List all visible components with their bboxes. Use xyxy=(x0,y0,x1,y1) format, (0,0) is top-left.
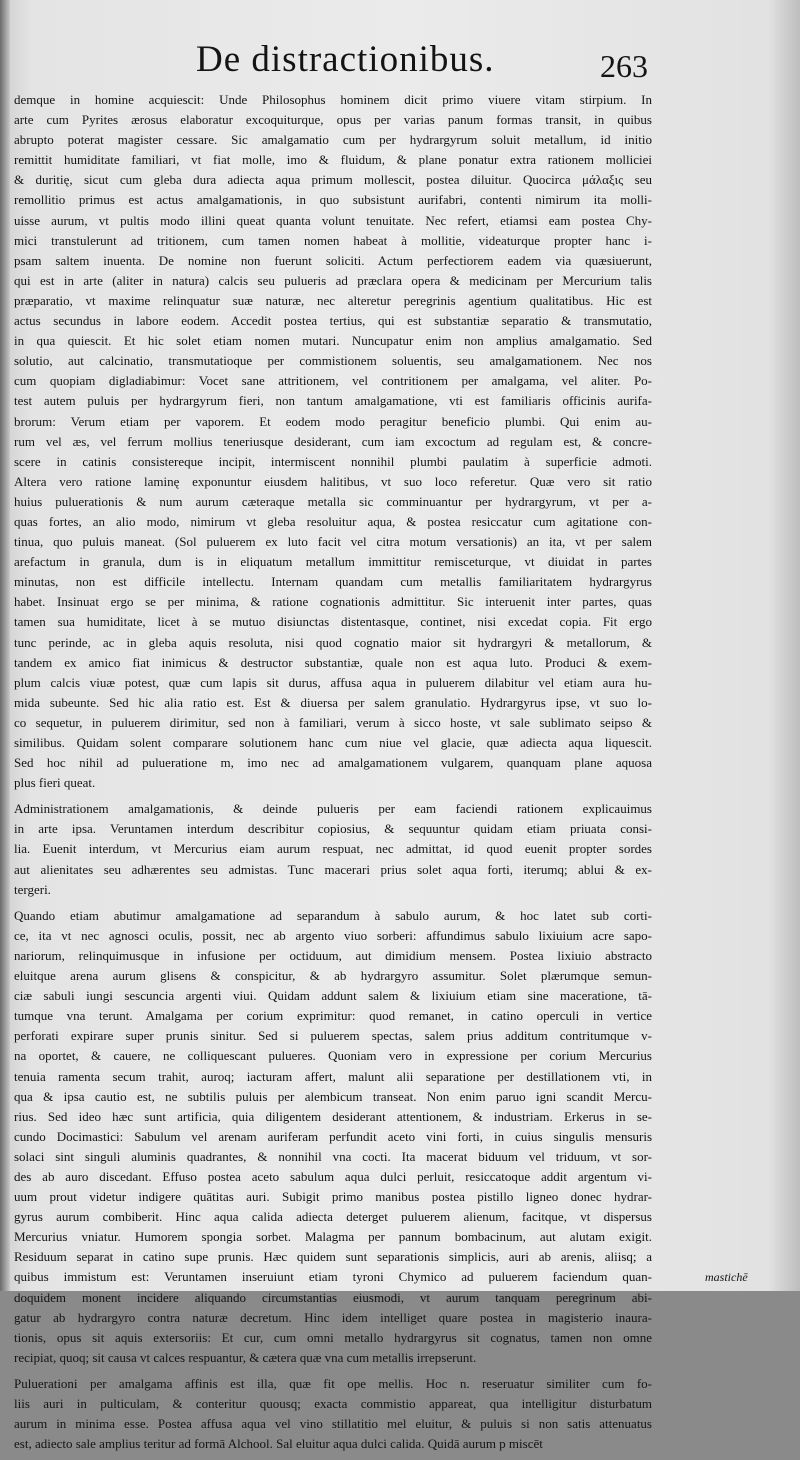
text-line: tionis, opus sit aquis extersoriis: Et cur, cum omni metallo hydrargyrus sit cognatus, tamen non omne xyxy=(14,1329,652,1345)
paragraph xyxy=(14,799,652,899)
page-header xyxy=(0,38,800,90)
text-line: similibus. Quidam solent comparare solutionem hanc cum niue vel glacie, quæ adiecta aqua liquescit. xyxy=(14,735,652,750)
text-line: demque in homine acquiescit: Unde Philosophus hominem dicit primo viuere vitam stirpium. In xyxy=(14,92,652,107)
text-line: arte cum Pyrites ærosus elaboratur excoquiturque, opus per varias panum formas transit, in quibus xyxy=(14,112,652,128)
text-line: tamen sua humiditate, licet à se mutuo disiunctas distentasque, continet, nisi excedat copia. Fit ergo xyxy=(14,614,652,630)
text-line: rius. Sed ideo hæc sunt artificia, quia diligentem desiderant attentionem, & industriam. Erkerus in se- xyxy=(14,1108,652,1124)
text-line: recipiat, quoq; sit causa vt calces respuantur, & cætera quæ vna cum metallis irrepserunt. xyxy=(14,1349,477,1365)
text-line: tinua, quo puluis maneat. (Sol puluerem ex luto facit vel citra motum versationis) an ita, vt per salem xyxy=(14,534,652,550)
text-line: præparatio, vt maxime relinquatur suæ naturæ, nec alteretur peregrinis agentium qualitatibus. Hic est xyxy=(14,292,652,308)
text-line: ce, ita vt nec agnosci oculis, possit, nec ab argento viuo sorberi: affundimus sabulo lixiuium acre sapo- xyxy=(14,927,652,943)
text-line: est, adiecto sale amplius teritur ad formā Alchool. Sal eluitur aqua dulci calida. Quidā aurum p miscēt xyxy=(14,1436,543,1452)
text-line: remittit humiditate familiari, vt fiat molle, imo & fluidum, & plane ponatur extra rationem molliciei xyxy=(14,152,652,168)
text-line: lia. Euenit interdum, vt Mercurius eiam aurum respuat, nec admittat, id quod euenit propter sordes xyxy=(14,841,652,857)
text-line: Sed hoc nihil ad pulueratione m, imo nec ad amalgamationem vulgarem, quanquam plane aquosa xyxy=(14,755,652,771)
text-line: Altera vero ratione laminę exponuntur eiusdem halitibus, vt suo loco referetur. Quæ vero sit ratio xyxy=(14,473,652,489)
text-line: mida subeunte. Sed hic alia ratio est. Est & diuersa per salem granulatio. Hydrargyrus ipse, vt suo lo- xyxy=(14,694,652,710)
text-line: qui est in arte (aliter in natura) calcis seu pulueris ad præclara opera & medicinam per Mercurium talis xyxy=(14,272,652,288)
catchword: mastichē xyxy=(705,1270,748,1284)
text-line: nariorum, relinquimusque in infusione per octiduum, aut dimidium mensem. Postea lixiuio abstracto xyxy=(14,947,652,963)
text-line: eluitque arena aurum glisens & conspicitur, & ab hydrargyro assumitur. Solet plærumque semun- xyxy=(14,968,652,984)
text-line: co sequetur, in puluerem dirimitur, sed non à familiari, verum à sicco hoste, vt sale sublimato seipso & xyxy=(14,714,652,730)
text-line: brorum: Verum etiam per vaporem. Et eodem modo peragitur beneficio plumbi. Qui enim au- xyxy=(14,413,652,429)
text-line: na oportet, & cauere, ne colliquescant pulueres. Quoniam vero in expressione per corium Mercurius xyxy=(14,1048,652,1064)
text-line: cundo Docimastici: Sabulum vel arenam auriferam perfundit aceto vini forti, in cuius singulis mensuris xyxy=(14,1128,652,1144)
page-gutter-shadow xyxy=(0,0,10,1291)
text-line: qua & ipsa cautio est, ne subtilis puluis per alembicum transeat. Non enim paruo igni scandit Mercu- xyxy=(14,1088,652,1104)
running-title: De distractionibus. xyxy=(196,39,495,80)
text-line: in arte ipsa. Veruntamen interdum describitur copiosius, & sequuntur quidam etiam priuata consi- xyxy=(14,821,652,837)
text-line: quas fortes, an alio modo, nimirum vt gleba resoluitur aqua, & postea resiccatur cum agitatione con- xyxy=(14,513,652,529)
text-line: liis auri in pulticulam, & conteritur quousq; exacta commistio appareat, qua intelligitur disturbatum xyxy=(14,1396,652,1411)
text-line: test autem puluis per hydrargyrum fieri, non tantum amalgamatione, vti est familiaris officinis aurifa- xyxy=(14,393,652,409)
text-line: habet. Insinuat ergo se per minima, & ratione cognationis admittitur. Sic interuenit inter partes, quas xyxy=(14,594,652,610)
text-line: cum quopiam digladiabimur: Vocet sane attritionem, vel contritionem per amalgama, vel aliter. Po- xyxy=(14,373,652,389)
paragraph xyxy=(14,90,652,793)
text-line: gyrus aurum combiberit. Hinc aqua calida adiecta deterget puluerem alienum, facitque, vt dispersus xyxy=(14,1209,652,1225)
text-line: plum calcis viuæ potest, quæ cum lapis sit durus, affusa aqua in puluerem dilabitur vel etiam aura hu- xyxy=(14,674,652,690)
text-line: solaci sint singuli aluminis quadrantes, & nonnihil vna cocti. Ita macerat biduum vel triduum, vt sor- xyxy=(14,1148,652,1164)
text-line: Puluerationi per amalgama affinis est illa, quæ fit ope mellis. Hoc n. reseruatur similiter cum fo- xyxy=(14,1375,652,1391)
text-line: Mercurius vniatur. Humorem spongia sorbet. Malagma per pannum bombacinum, aut alutam exigit. xyxy=(14,1229,652,1245)
text-line: uisse aurum, vt pultis modo illini queat quanta volunt tenuitate. Nec refert, etiamsi eam postea Chy- xyxy=(14,212,652,228)
text-line: tandem ex amico fiat inimicus & destructor substantiæ, quale non est aqua luto. Produci & exem- xyxy=(14,654,652,670)
text-line: actus secundus in labore eodem. Accedit postea tertius, qui est substantiæ separatio & transmutatio, xyxy=(14,313,652,329)
text-line: remollitio primus est actus amalgamationis, in quo subsistunt aurifabri, contenti nimirum ita molli- xyxy=(14,192,652,208)
paragraph xyxy=(14,1374,652,1454)
text-line: solutio, aut calcinatio, transmutatioque per commistionem soluentis, seu amalgamationem. Nec nos xyxy=(14,353,652,369)
text-line: plus fieri queat. xyxy=(14,775,96,791)
text-line: arefactum in granula, dum is in eliquatum metallum immittitur remisceturque, vt diuidat in partes xyxy=(14,554,652,570)
text-line: Residuum separat in catino supe prunis. Hæc quidem sunt separationis simplicis, auri ab arenis, aliisq; a xyxy=(14,1249,652,1265)
text-line: tunc perinde, ac in gleba aquis resoluta, nisi quod cognatio maior sit hydrargyri & metallorum, & xyxy=(14,634,652,650)
text-line: rum vel æs, vel ferrum mollius teneriusque desiderant, cum iam excoctum ad regulam est, & concre- xyxy=(14,433,652,449)
page-number: 263 xyxy=(600,48,648,84)
text-line: Quando etiam abutimur amalgamatione ad separandum à sabulo aurum, & hoc latet sub corti- xyxy=(14,907,652,923)
text-line: psam saltem inuenta. De nomine non fuerunt soliciti. Actum perfectiorem eadem via quæsiuerunt, xyxy=(14,252,652,268)
text-line: huius puluerationis & num aurum cæteraque metalla sic comminuantur per hydrargyrum, vt per a- xyxy=(14,493,652,509)
text-line: & duritię, sicut cum gleba dura adiecta aqua primum mollescit, postea diluitur. Quocirca μάλαξις seu xyxy=(14,172,652,188)
text-line: tumque vna terunt. Amalgama per corium exprimitur: quod remanet, in catino operculi in vertice xyxy=(14,1008,652,1024)
text-line: aurum in minima esse. Postea affusa aqua vel vino stillatitio mel eluitur, & puluis si non satis attenuatus xyxy=(14,1416,652,1432)
text-line: des ab auro discedant. Effuso postea aceto sabulum aqua dulci perluit, resiccatoque addit argentum vi- xyxy=(14,1168,652,1184)
text-line: uum prout videtur indigere quātitas auri. Subigit primo manibus postea pistillo ligneo donec hydrar- xyxy=(14,1189,652,1205)
text-line: doquidem monent incidere aliquando circumstantias eiusmodi, vt aurum tanquam peregrinum abi- xyxy=(14,1289,652,1305)
paragraph xyxy=(14,906,652,1368)
text-line: gatur ab hydrargyro contra naturæ decretum. Hinc idem intelliget quare postea in magisterio inaura- xyxy=(14,1309,652,1325)
text-line: ciæ sabuli iungi sescuncia argenti viui. Quidam addunt salem & lixiuium etiam sine maceratione, tā- xyxy=(14,988,652,1004)
text-line: tergeri. xyxy=(14,881,51,897)
text-line: tenuia ramenta secum trahit, auroq; iacturam affert, malunt alii separatione per destillationem vti, in xyxy=(14,1068,652,1084)
text-line: mici transtulerunt ad tritionem, cum tamen nomen habeat à mollitie, videaturque propter hanc i- xyxy=(14,232,652,248)
text-line: perforati expirare super prunis sinitur. Sed si puluerem spectas, salem prius additum contritumque v- xyxy=(14,1028,652,1044)
text-line: Administrationem amalgamationis, & deinde pulueris per eam faciendi rationem explicauimus xyxy=(14,801,652,817)
text-line: aut alienitates seu adhærentes seu admistas. Tunc macerari prius solet aqua forti, iterumq; ablui & ex- xyxy=(14,861,652,877)
text-line: in qua quiescit. Et hic solet etiam nomen mutari. Nuncupatur enim non amplius amalgamatio. Sed xyxy=(14,333,652,349)
text-line: minutas, non est difficile intellectu. Internam quandam cum metallis familiaritatem hydrargyrus xyxy=(14,574,652,590)
text-line: scere in catinis consistereque incipit, intermiscent nonnihil plumbi paulatim à superficie admoti. xyxy=(14,453,652,469)
text-line: quibus immistum est: Veruntamen inseruiunt etiam tyroni Chymico ad puluerem faciendum quan- xyxy=(14,1269,652,1285)
body-text xyxy=(14,90,652,1460)
text-line: abrupto poterat magister cessare. Sic amalgamatio cum per hydrargyrum soluit metallum, id initio xyxy=(14,132,652,148)
